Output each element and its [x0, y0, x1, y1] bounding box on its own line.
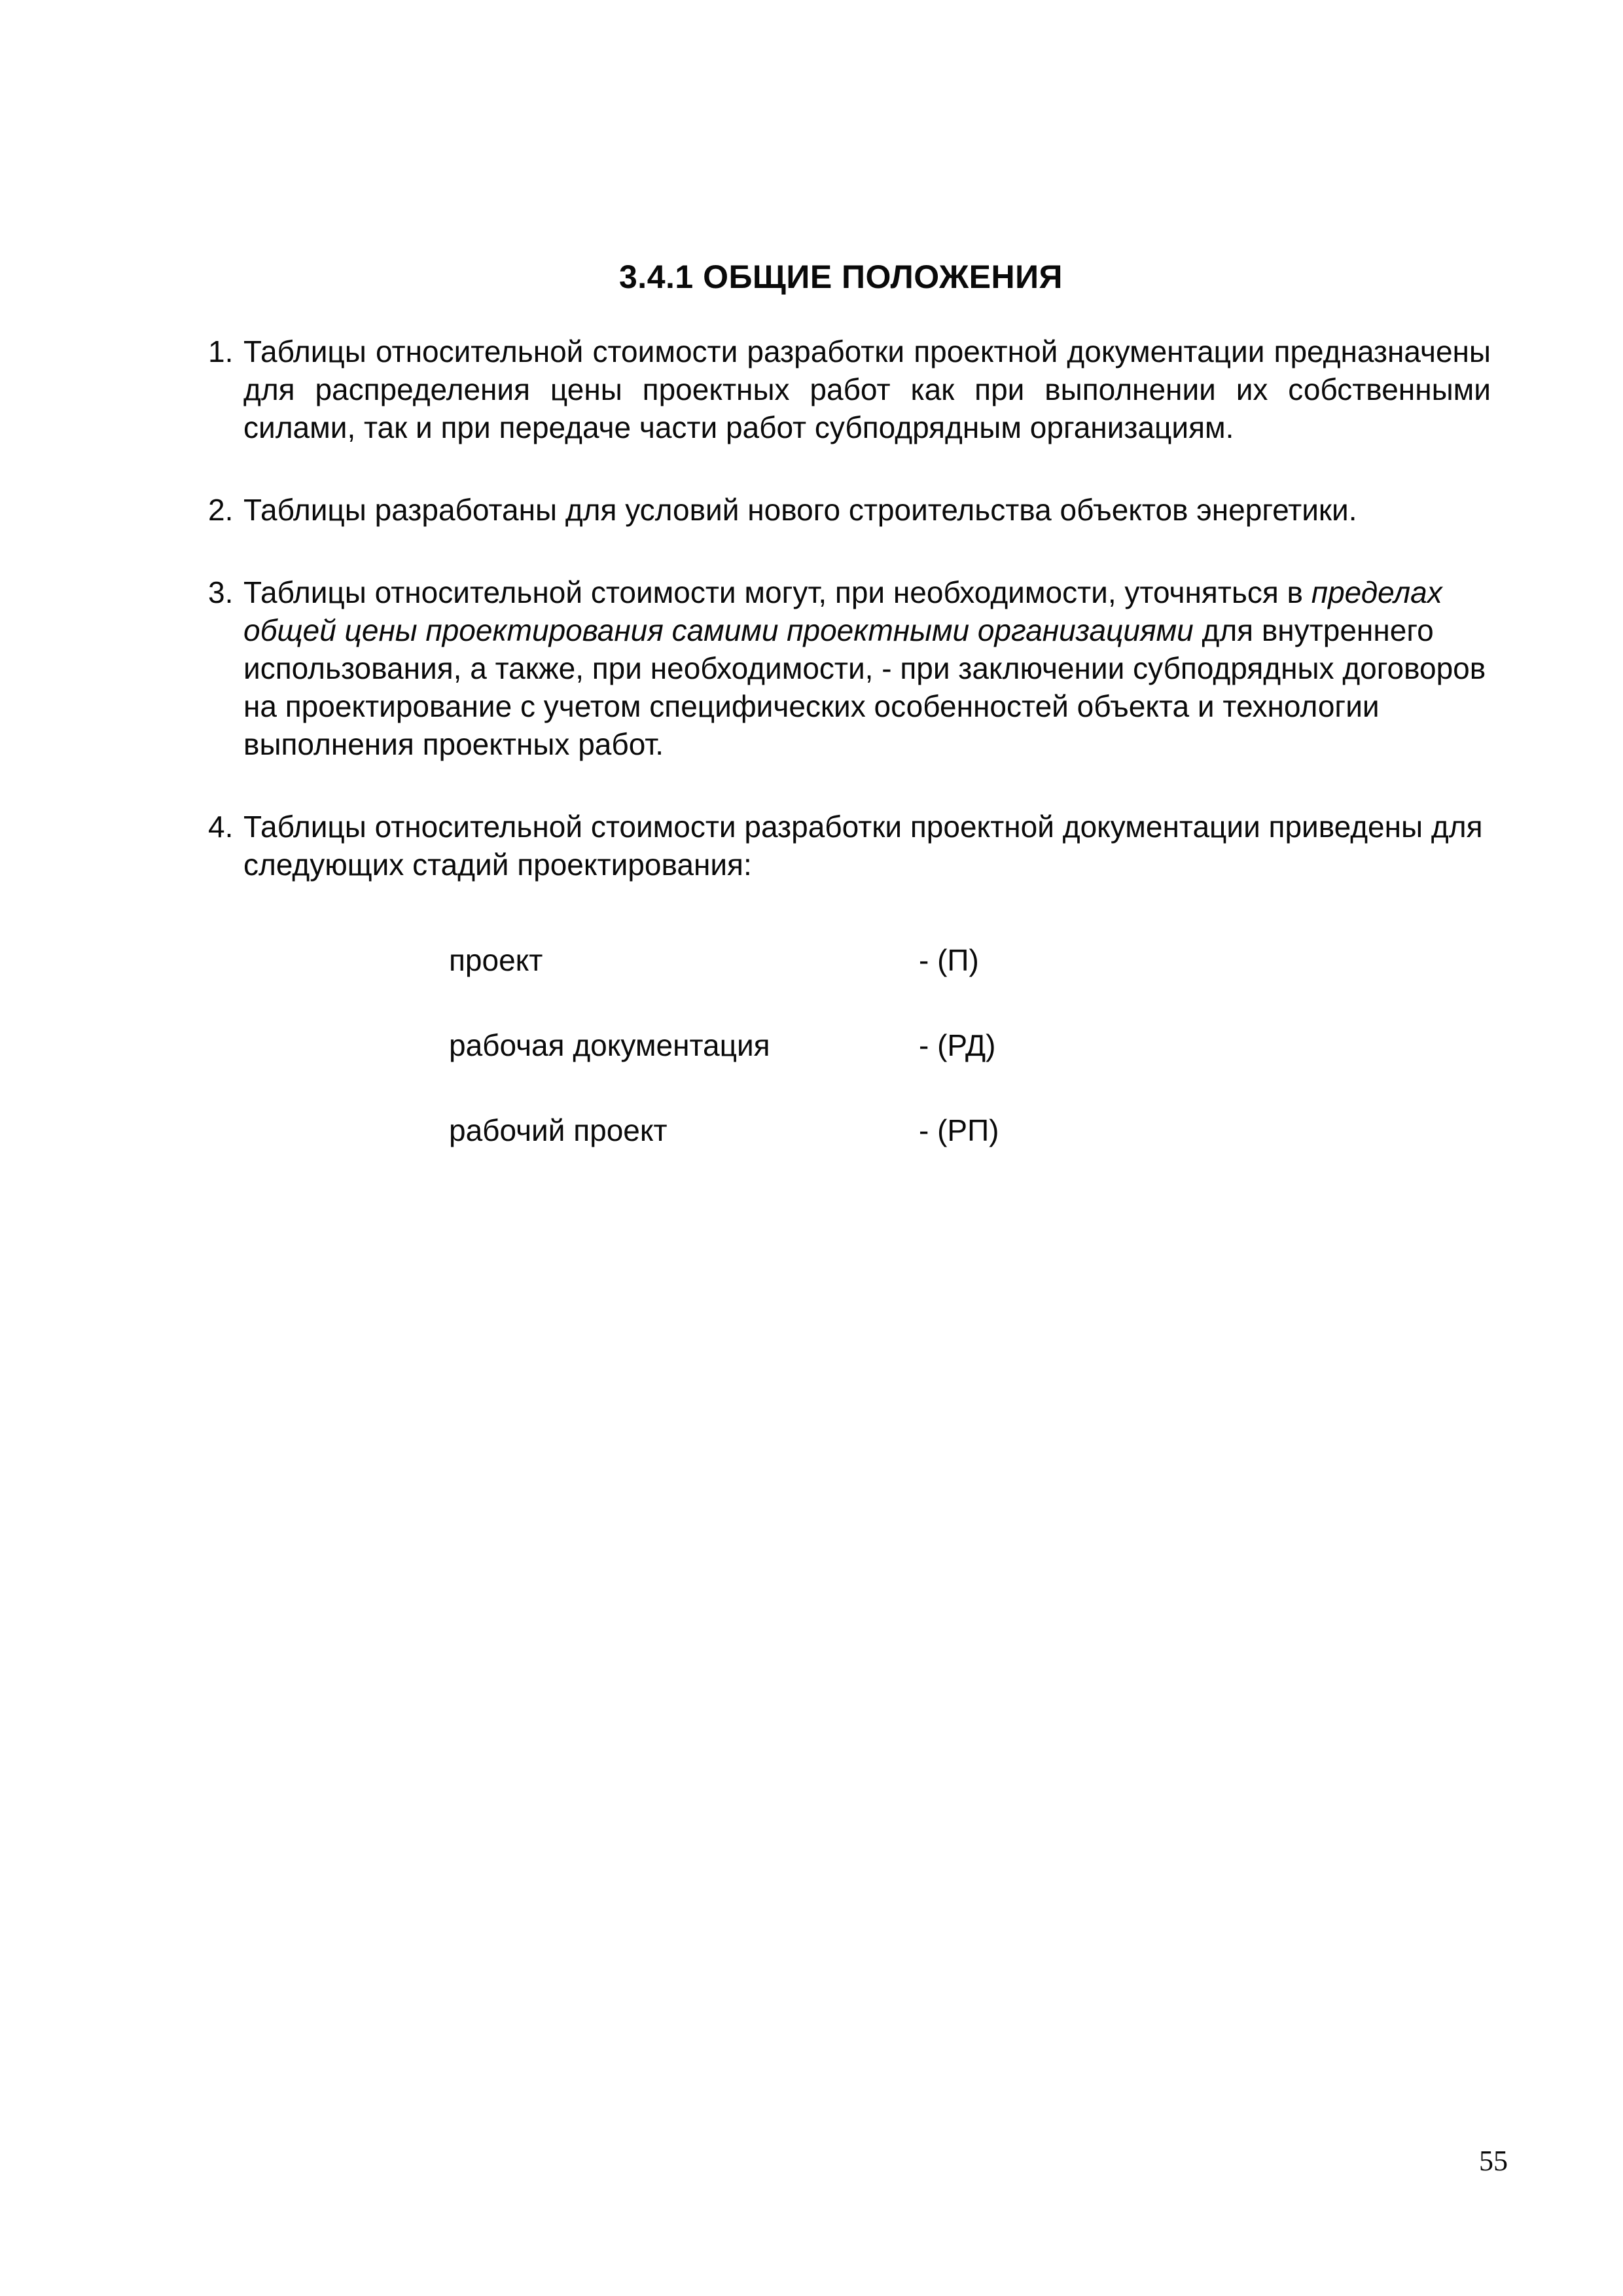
item-text: Таблицы относительной стоимости разработки проектной документации приведены для следующих стадий проектирования: — [243, 810, 1483, 882]
item-text: Таблицы относительной стоимости разработки проектной документации предназначены для распределения цены проектных работ как при выполнении их собственными силами, так и при передаче части работ субподрядным организациям. — [243, 334, 1491, 444]
stage-name: рабочий проект — [449, 1113, 668, 1147]
stage-row — [449, 1026, 1234, 1111]
item-text-start: Таблицы относительной стоимости могут, при необходимости, уточняться в — [243, 575, 1303, 609]
stage-name: рабочая документация — [449, 1028, 770, 1062]
page-number: 55 — [1479, 2145, 1508, 2177]
stage-code: - (П) — [919, 943, 979, 977]
item-text: Таблицы разработаны для условий нового строительства объектов энергетики. — [243, 493, 1357, 527]
list-item — [208, 491, 1491, 529]
list-item — [208, 808, 1491, 884]
item-number: 1. — [208, 334, 234, 368]
item-text — [243, 573, 1491, 763]
item-number: 4. — [208, 810, 234, 844]
provisions-list — [208, 332, 1491, 928]
stage-row — [449, 1111, 1234, 1196]
item-text-end: для внутреннего использования, а также, при необходимости, - при заключении субподрядных договоров на проектирование с учетом специфических особенностей объекта и технологии выполнения проектных работ. — [243, 613, 1486, 761]
item-number: 3. — [208, 575, 234, 609]
stage-code: - (РП) — [919, 1113, 999, 1147]
stage-name: проект — [449, 943, 543, 977]
item-text-italic: пределах общей цены проектирования самими проектными организациями — [243, 575, 1442, 647]
item-number: 2. — [208, 493, 234, 527]
list-item — [208, 332, 1491, 446]
stage-code: - (РД) — [919, 1028, 996, 1062]
stage-row — [449, 941, 1234, 1026]
list-item — [208, 573, 1491, 763]
stages-list — [449, 941, 1234, 1196]
section-title: 3.4.1 ОБЩИЕ ПОЛОЖЕНИЯ — [619, 259, 1063, 295]
